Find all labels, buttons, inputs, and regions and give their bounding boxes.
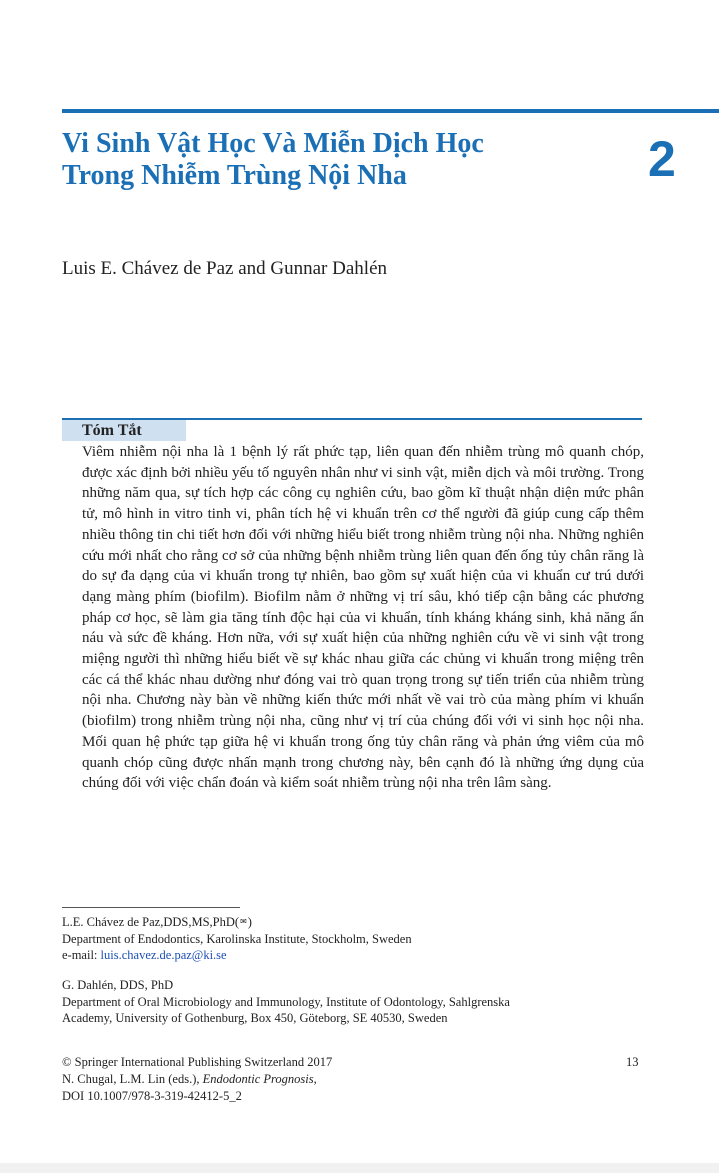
affiliation-email-line [62,947,412,964]
footnote-rule [62,907,240,908]
affiliation-name-suffix: ) [247,915,252,929]
affiliation-dahlen [62,977,510,1027]
bottom-strip [0,1163,719,1173]
affiliation-department: Department of Endodontics, Karolinska Institute, Stockholm, Sweden [62,931,412,946]
copyright-line: © Springer International Publishing Switzerland 2017 [62,1055,333,1069]
email-link[interactable]: luis.chavez.de.paz@ki.se [100,948,227,962]
email-label: e-mail: [62,948,98,962]
affiliation-department-line1: Department of Oral Microbiology and Immunology, Institute of Odontology, Sahlgrenska [62,994,510,1009]
affiliation-name: G. Dahlén, DDS, PhD [62,978,174,992]
chapter-authors: Luis E. Chávez de Paz and Gunnar Dahlén [62,258,388,279]
abstract-body: Viêm nhiễm nội nha là 1 bệnh lý rất phức tạp, liên quan đến nhiễm trùng mô quanh chóp, được xác định bởi nhiều yếu tố nguyên nhân như vi sinh vật, miễn dịch và môi trường. Trong những năm qua, sự tích hợp các công cụ nghiên cứu, bao gồm kĩ thuật nhận diện mức phân tử, mô hình in vitro tinh vi, phân tích hệ vi khuẩn trên cơ thể người đã giúp cung cấp thêm nhiều thông tin chi tiết hơn đối với những hiểu biết trong nhiễm trùng nội nha. Những nghiên cứu mới nhất cho rằng cơ sở của những bệnh nhiễm trùng liên quan đến ống tủy chân răng là do sự đa dạng của vi khuẩn trong tự nhiên, bao gồm sự xuất hiện của vi khuẩn cư trú dưới dạng màng phím (biofilm). Biofilm nằm ở những vị trí sâu, khó tiếp cận bằng các phương pháp cơ học, sẽ làm gia tăng tính độc hại của vi khuẩn, tính kháng kháng sinh, khả năng ẩn náu và sức đề kháng. Hơn nữa, với sự xuất hiện của những nghiên cứu về vi sinh vật trong miệng người thì những hiểu biết về sự khác nhau giữa các chủng vi khuẩn trong miệng trên các cá thể khác nhau dường như đóng vai trò quan trọng trong sự tiến triển của nhiễm trùng nội nha. Chương này bàn về những kiến thức mới nhất về vai trò của màng phím vi khuẩn (biofilm) trong nhiễm trùng nội nha, cũng như vị trí của chúng đối với vi sinh học nội nha. Mối quan hệ phức tạp giữa hệ vi khuẩn trong ống tủy chân răng và phản ứng viêm của mô quanh chóp cũng được nhấn mạnh trong chương này, bên cạnh đó là những ứng dụng của chúng đối với việc chẩn đoán và kiểm soát nhiễm trùng nội nha trên lâm sàng. [82,444,644,792]
publisher-info [62,1054,332,1105]
doi-line[interactable]: DOI 10.1007/978-3-319-42412-5_2 [62,1089,242,1103]
chapter-top-rule [62,109,719,113]
orcid-icon[interactable]: ✉ [240,917,247,926]
affiliation-name-line [62,914,412,931]
affiliation-name: L.E. Chávez de Paz,DDS,MS,PhD( [62,915,240,929]
page-number: 13 [626,1055,639,1069]
editors-line [62,1071,332,1088]
book-title-suffix: , [313,1072,317,1086]
editors: N. Chugal, L.M. Lin (eds.), [62,1072,200,1086]
chapter-number: 2 [648,131,676,187]
chapter-title: Vi Sinh Vật Học Và Miễn Dịch Học Trong Nhiễm Trùng Nội Nha [62,128,484,191]
affiliation-department-line2: Academy, University of Gothenburg, Box 450, Göteborg, SE 40530, Sweden [62,1011,448,1025]
affiliation-chavez [62,914,412,964]
book-title: Endodontic Prognosis [202,1072,314,1086]
abstract-heading: Tóm Tắt [62,420,186,441]
